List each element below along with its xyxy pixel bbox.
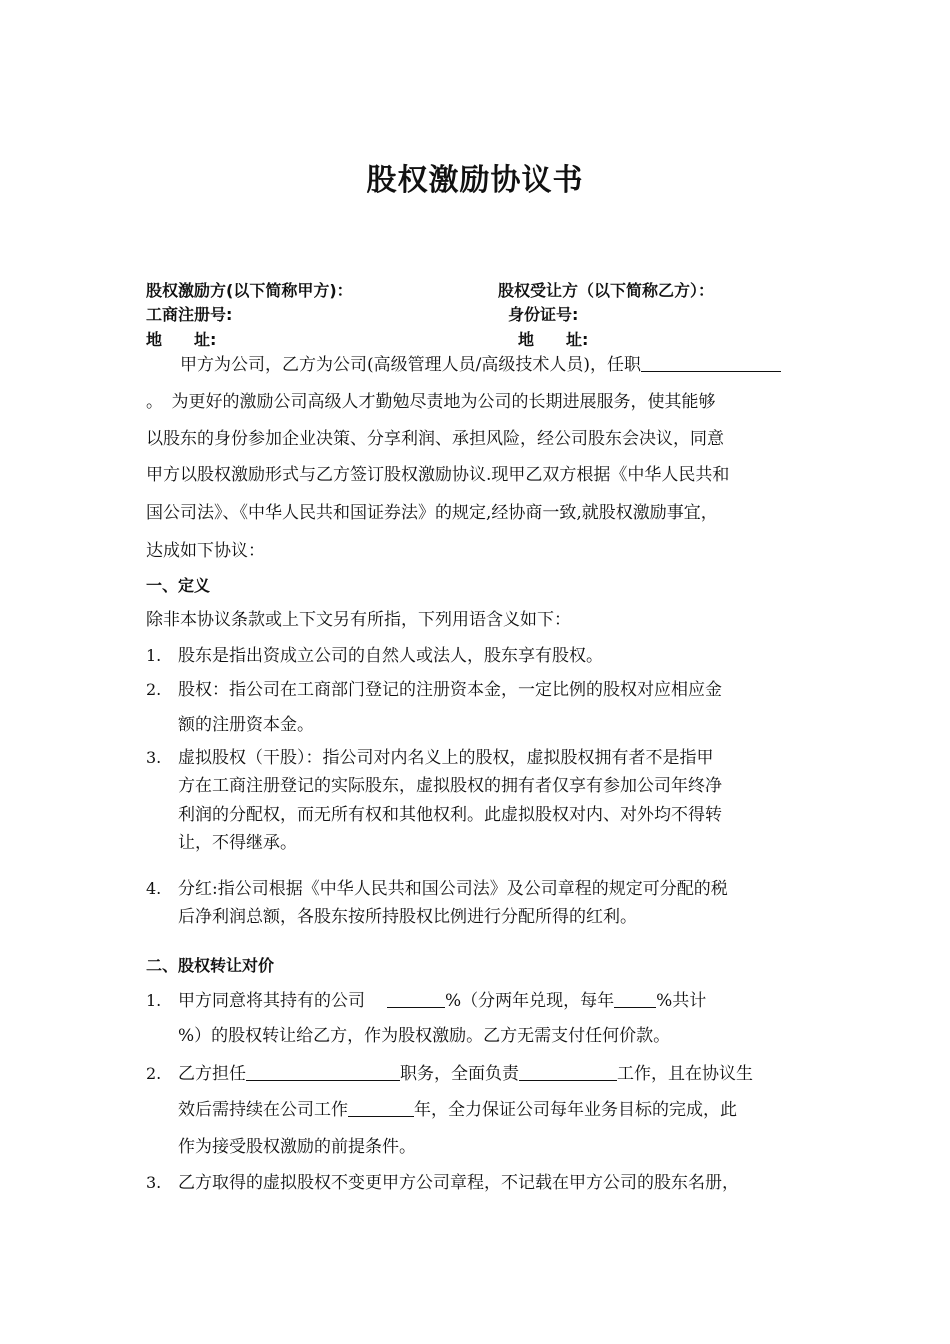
years-blank [348, 1100, 414, 1117]
s1-item-3-number: 3. [146, 748, 162, 767]
s1-item-4-line-1: 分红:指公司根据《中华人民共和国公司法》及公司章程的规定可分配的税 [178, 879, 728, 899]
s2-item-1-text-a: 甲方同意将其持有的公司 [178, 991, 365, 1011]
share-percent-blank [387, 991, 445, 1008]
id-no-label: 身份证号: [508, 305, 579, 324]
s2-item-3-line-1: 乙方取得的虚拟股权不变更甲方公司章程，不记载在甲方公司的股东名册， [178, 1173, 739, 1193]
intro-line-3: 以股东的身份参加企业决策、分享利润、承担风险，经公司股东会决议，同意 [146, 429, 724, 449]
intro-line-6: 达成如下协议： [146, 541, 265, 561]
s2-item-1-text-c: %共计 [656, 991, 707, 1011]
s2-item-1-number: 1. [146, 991, 162, 1010]
s2-item-2-number: 2. [146, 1064, 162, 1083]
s1-item-3-line-3: 利润的分配权，而无所有权和其他权利。此虚拟股权对内、对外均不得转 [178, 805, 722, 825]
address-a-label: 地 址: [146, 330, 217, 349]
s2-item-2-text-b: 职务，全面负责 [400, 1064, 519, 1084]
responsibility-blank [519, 1064, 617, 1081]
section-1-heading: 一、定义 [146, 576, 211, 595]
s2-item-2-text-d: 效后需持续在公司工作 [178, 1100, 348, 1120]
section-1-lead: 除非本协议条款或上下文另有所指，下列用语含义如下： [146, 610, 571, 630]
position-blank [641, 355, 781, 372]
s2-item-2-line-3: 作为接受股权激励的前提条件。 [178, 1137, 416, 1157]
s1-item-1-number: 1. [146, 646, 162, 665]
s1-item-3-line-2: 方在工商注册登记的实际股东，虚拟股权的拥有者仅享有参加公司年终净 [178, 776, 722, 796]
intro-line-5: 国公司法》、《中华人民共和国证券法》的规定,经协商一致,就股权激励事宜， [146, 503, 718, 523]
party-b-label: 股权受让方（以下简称乙方）： [498, 281, 715, 300]
intro-line-1-text: 甲方为公司，乙方为公司(高级管理人员/高级技术人员)，任职 [180, 355, 641, 375]
s2-item-1-line-2: %）的股权转让给乙方，作为股权激励。乙方无需支付任何价款。 [178, 1026, 671, 1046]
s2-item-1-text-b: %（分两年兑现，每年 [445, 991, 615, 1011]
s1-item-1-text: 股东是指出资成立公司的自然人或法人，股东享有股权。 [178, 646, 603, 666]
document-title: 股权激励协议书 [366, 163, 584, 198]
address-b-label: 地 址: [518, 330, 589, 349]
s2-item-2-text-a: 乙方担任 [178, 1064, 246, 1084]
job-title-blank [246, 1064, 400, 1081]
s1-item-4-line-2: 后净利润总额，各股东按所持股权比例进行分配所得的红利。 [178, 907, 637, 927]
party-a-label: 股权激励方(以下简称甲方)： [146, 281, 353, 300]
s2-item-2-text-e: 年，全力保证公司每年业务目标的完成，此 [414, 1100, 737, 1120]
s2-item-2-line-1 [178, 1063, 753, 1085]
s1-item-2-line-1: 股权：指公司在工商部门登记的注册资本金，一定比例的股权对应相应金 [178, 680, 722, 700]
s2-item-1-line-1 [178, 990, 706, 1012]
intro-line-1 [180, 354, 781, 376]
s2-item-3-number: 3. [146, 1173, 162, 1192]
s2-item-2-text-c: 工作，且在协议生 [617, 1064, 753, 1084]
section-2-heading: 二、股权转让对价 [146, 956, 275, 975]
s1-item-3-line-1: 虚拟股权（干股）：指公司对内名义上的股权，虚拟股权拥有者不是指甲 [178, 748, 714, 768]
yearly-percent-blank [614, 991, 656, 1008]
s1-item-2-line-2: 额的注册资本金。 [178, 715, 314, 735]
s1-item-2-number: 2. [146, 680, 162, 699]
intro-line-2: 。 为更好的激励公司高级人才勤勉尽责地为公司的长期进展服务，使其能够 [146, 392, 716, 412]
reg-no-label: 工商注册号: [146, 305, 233, 324]
s1-item-4-number: 4. [146, 879, 162, 898]
s2-item-2-line-2 [178, 1099, 737, 1121]
intro-line-4: 甲方以股权激励形式与乙方签订股权激励协议.现甲乙双方根据《中华人民共和 [146, 465, 730, 485]
s1-item-3-line-4: 让，不得继承。 [178, 833, 297, 853]
